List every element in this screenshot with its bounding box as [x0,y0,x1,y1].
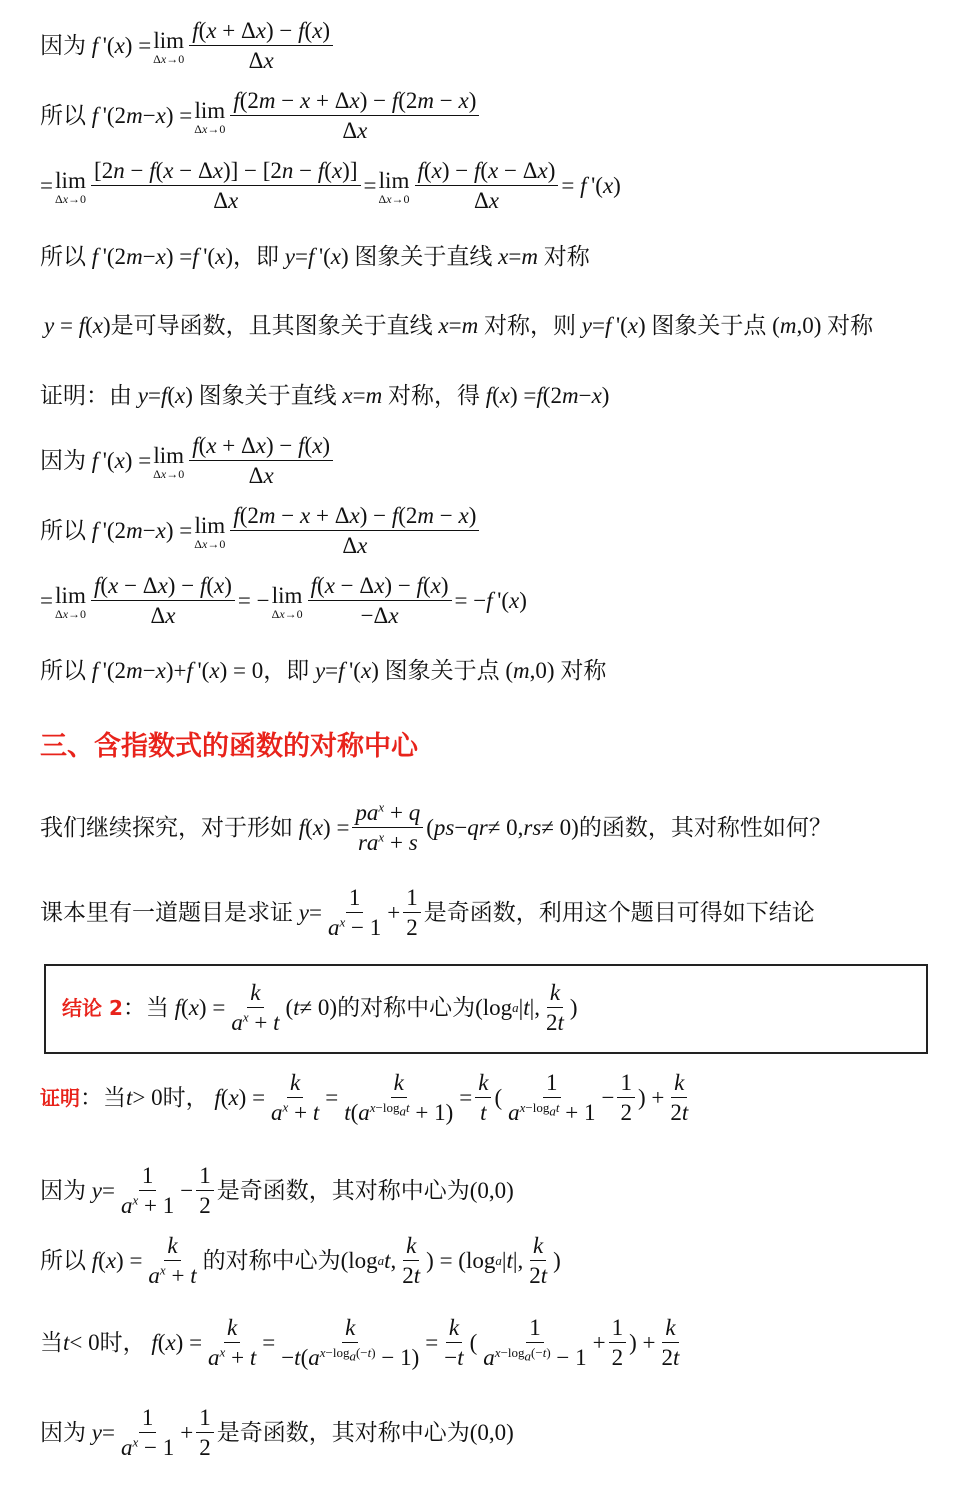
text-because: 因为 [40,448,86,473]
textbook-line: 课本里有一道题目是求证 y = $\frac{1}{a^x - 1}$ + $\frac{1}{2}$ 是奇函数，利用这个题目可得如下结论 [40,885,815,941]
proof3-odd-line-1: 因为 y = $\frac{1}{a^x + 1}$ − $\frac{1}{2}$ 是奇函数，其对称中心为 (0,0) [40,1163,514,1219]
proof-intro: 证明：由 [40,383,132,408]
proof-colon: ：当 [80,1085,126,1110]
proof-label: 证明 [40,1085,80,1110]
center-text: 的对称中心为 [202,1248,341,1273]
text-ie: ，即 [263,658,310,683]
section-heading: 三、含指数式的函数的对称中心 [40,731,418,762]
text-so: 所以 [40,658,86,683]
statement-line: y = f ( x ) 是可导函数，且其图象关于直线 x = m 对称，则 y = f '( x ) 图象关于点 ( m ,0) 对称 [44,313,874,338]
p1-start: 我们继续探究，对于形如 [40,815,293,840]
text-symmetric-point: 图象关于点 [384,658,500,683]
statement-text-3: 图象关于点 [651,313,767,338]
conclusion-mid: 的对称中心为 [337,995,476,1020]
text-because: 因为 [40,33,86,58]
proof2-expand-line: = lim Δx→0 $\frac{f(x - \Delta x) - f(x)}{\Delta x}$ = − lim Δx→0 $\frac{f(x - \Delta x) - f(x)}{-\Delta x}$ = − f '( x ) [40,573,527,629]
statement-text-2: 对称，则 [483,313,576,338]
conclusion-line-1: 所以 f '(2 m − x ) = f '( x ) ，即 y = f '( x ) 图象关于直线 x = m 对称 [40,244,590,269]
text-so: 所以 [40,244,86,269]
text-symmetric: 对称 [543,244,590,269]
proof2-derivative-2m-line: 所以 f '(2 m − x ) = lim Δx→0 $\frac{f(2m - x + \Delta x) - f(2m - x)}{\Delta x}$ [40,503,482,559]
conclusion2-line: 结论 2 ：当 f ( x ) = $\frac{k}{a^x + t}$ ( t ≠ 0) 的对称中心为 (log a | t |, $\frac{k}{2t}$ ) [62,980,578,1036]
p2-end: 是奇函数，利用这个题目可得如下结论 [423,900,815,925]
text-so: 所以 [40,1248,86,1273]
proof3-odd-line-2: 因为 y = $\frac{1}{a^x - 1}$ + $\frac{1}{2}$ 是奇函数，其对称中心为 (0,0) [40,1405,514,1461]
conclusion-label: 结论 2 [62,995,123,1020]
text-ie: ，即 [232,244,279,269]
statement-text-4: 对称 [827,313,874,338]
p1-end: 的函数，其对称性如何？ [578,815,832,840]
conclusion-colon: ：当 [122,995,169,1020]
p2-start: 课本里有一道题目是求证 [40,900,293,925]
exploration-line: 我们继续探究，对于形如 f ( x ) = $\frac{pa^x + q}{ra^x + s}$ ( ps − qr ≠ 0, rs ≠ 0) 的函数，其对称性如何？ [40,799,832,856]
proof3-positive-line: 证明 ：当 t > 0 时， f ( x ) = $\frac{k}{a^x + t}$ = $\frac{k}{t(a^{x-log_at} + 1)}$ = $\frac{k}{t}$ ( $\frac{1}{a^{x-log_at} + 1}$ − $\frac{1}{2}$ ) + $\frac{k}{2t}$ [40,1070,689,1126]
cond2-prefix: 当 [40,1330,63,1355]
text-symmetric: 对称 [560,658,607,683]
odd-text: 是奇函数，其对称中心为 [216,1178,470,1203]
text-so: 所以 [40,103,86,128]
text-so: 所以 [40,518,86,543]
derivative-definition-line: 因为 f '( x ) = lim Δx→0 $\frac{f(x + \Delta x) - f(x)}{\Delta x}$ [40,18,336,74]
text-because: 因为 [40,1178,86,1203]
proof-intro-mid: 图象关于直线 [198,383,337,408]
derivative-at-2m-line: 所以 f '(2 m − x ) = lim Δx→0 $\frac{f(2m - x + \Delta x) - f(2m - x)}{\Delta x}$ [40,88,482,144]
odd-text: 是奇函数，其对称中心为 [216,1420,470,1445]
cond2: 时， [99,1330,146,1355]
text-symmetric-line: 图象关于直线 [354,244,493,269]
proof-intro-end: 对称，得 [387,383,480,408]
proof-cond1: 时， [162,1085,209,1110]
proof3-negative-line: 当 t < 0 时， f ( x ) = $\frac{k}{a^x + t}$ = $\frac{k}{-t(a^{x-log_a(-t)} - 1)}$ = $\frac{k}{-t}$ ( $\frac{1}{a^{x-log_a(-t)} - 1}$ + $\frac{1}{2}$ ) + $\frac{k}{2t}$ [40,1315,680,1371]
proof3-center-line-1: 所以 f ( x ) = $\frac{k}{a^x + t}$ 的对称中心为 (log a t , $\frac{k}{2t}$ ) = (log a | t |, $\frac{k}{2t}$ ) [40,1233,561,1289]
proof2-conclusion-line: 所以 f '(2 m − x )+ f '( x ) = 0 ，即 y = f '( x ) 图象关于点 ( m ,0) 对称 [40,658,607,683]
statement-text-1: 是可导函数，且其图象关于直线 [110,313,433,338]
proof2-intro-line: 证明：由 y = f ( x ) 图象关于直线 x = m 对称，得 f ( x ) = f (2 m − x ) [40,383,610,408]
derivative-expand-line: = lim Δx→0 $\frac{[2n - f(x - \Delta x)] - [2n - f(x)]}{\Delta x}$ = lim Δx→0 $\frac{f(x) - f(x - \Delta x)}{\Delta x}$ = f '( x ) [40,158,621,214]
proof2-derivative-line: 因为 f '( x ) = lim Δx→0 $\frac{f(x + \Delta x) - f(x)}{\Delta x}$ [40,433,336,489]
text-because: 因为 [40,1420,86,1445]
